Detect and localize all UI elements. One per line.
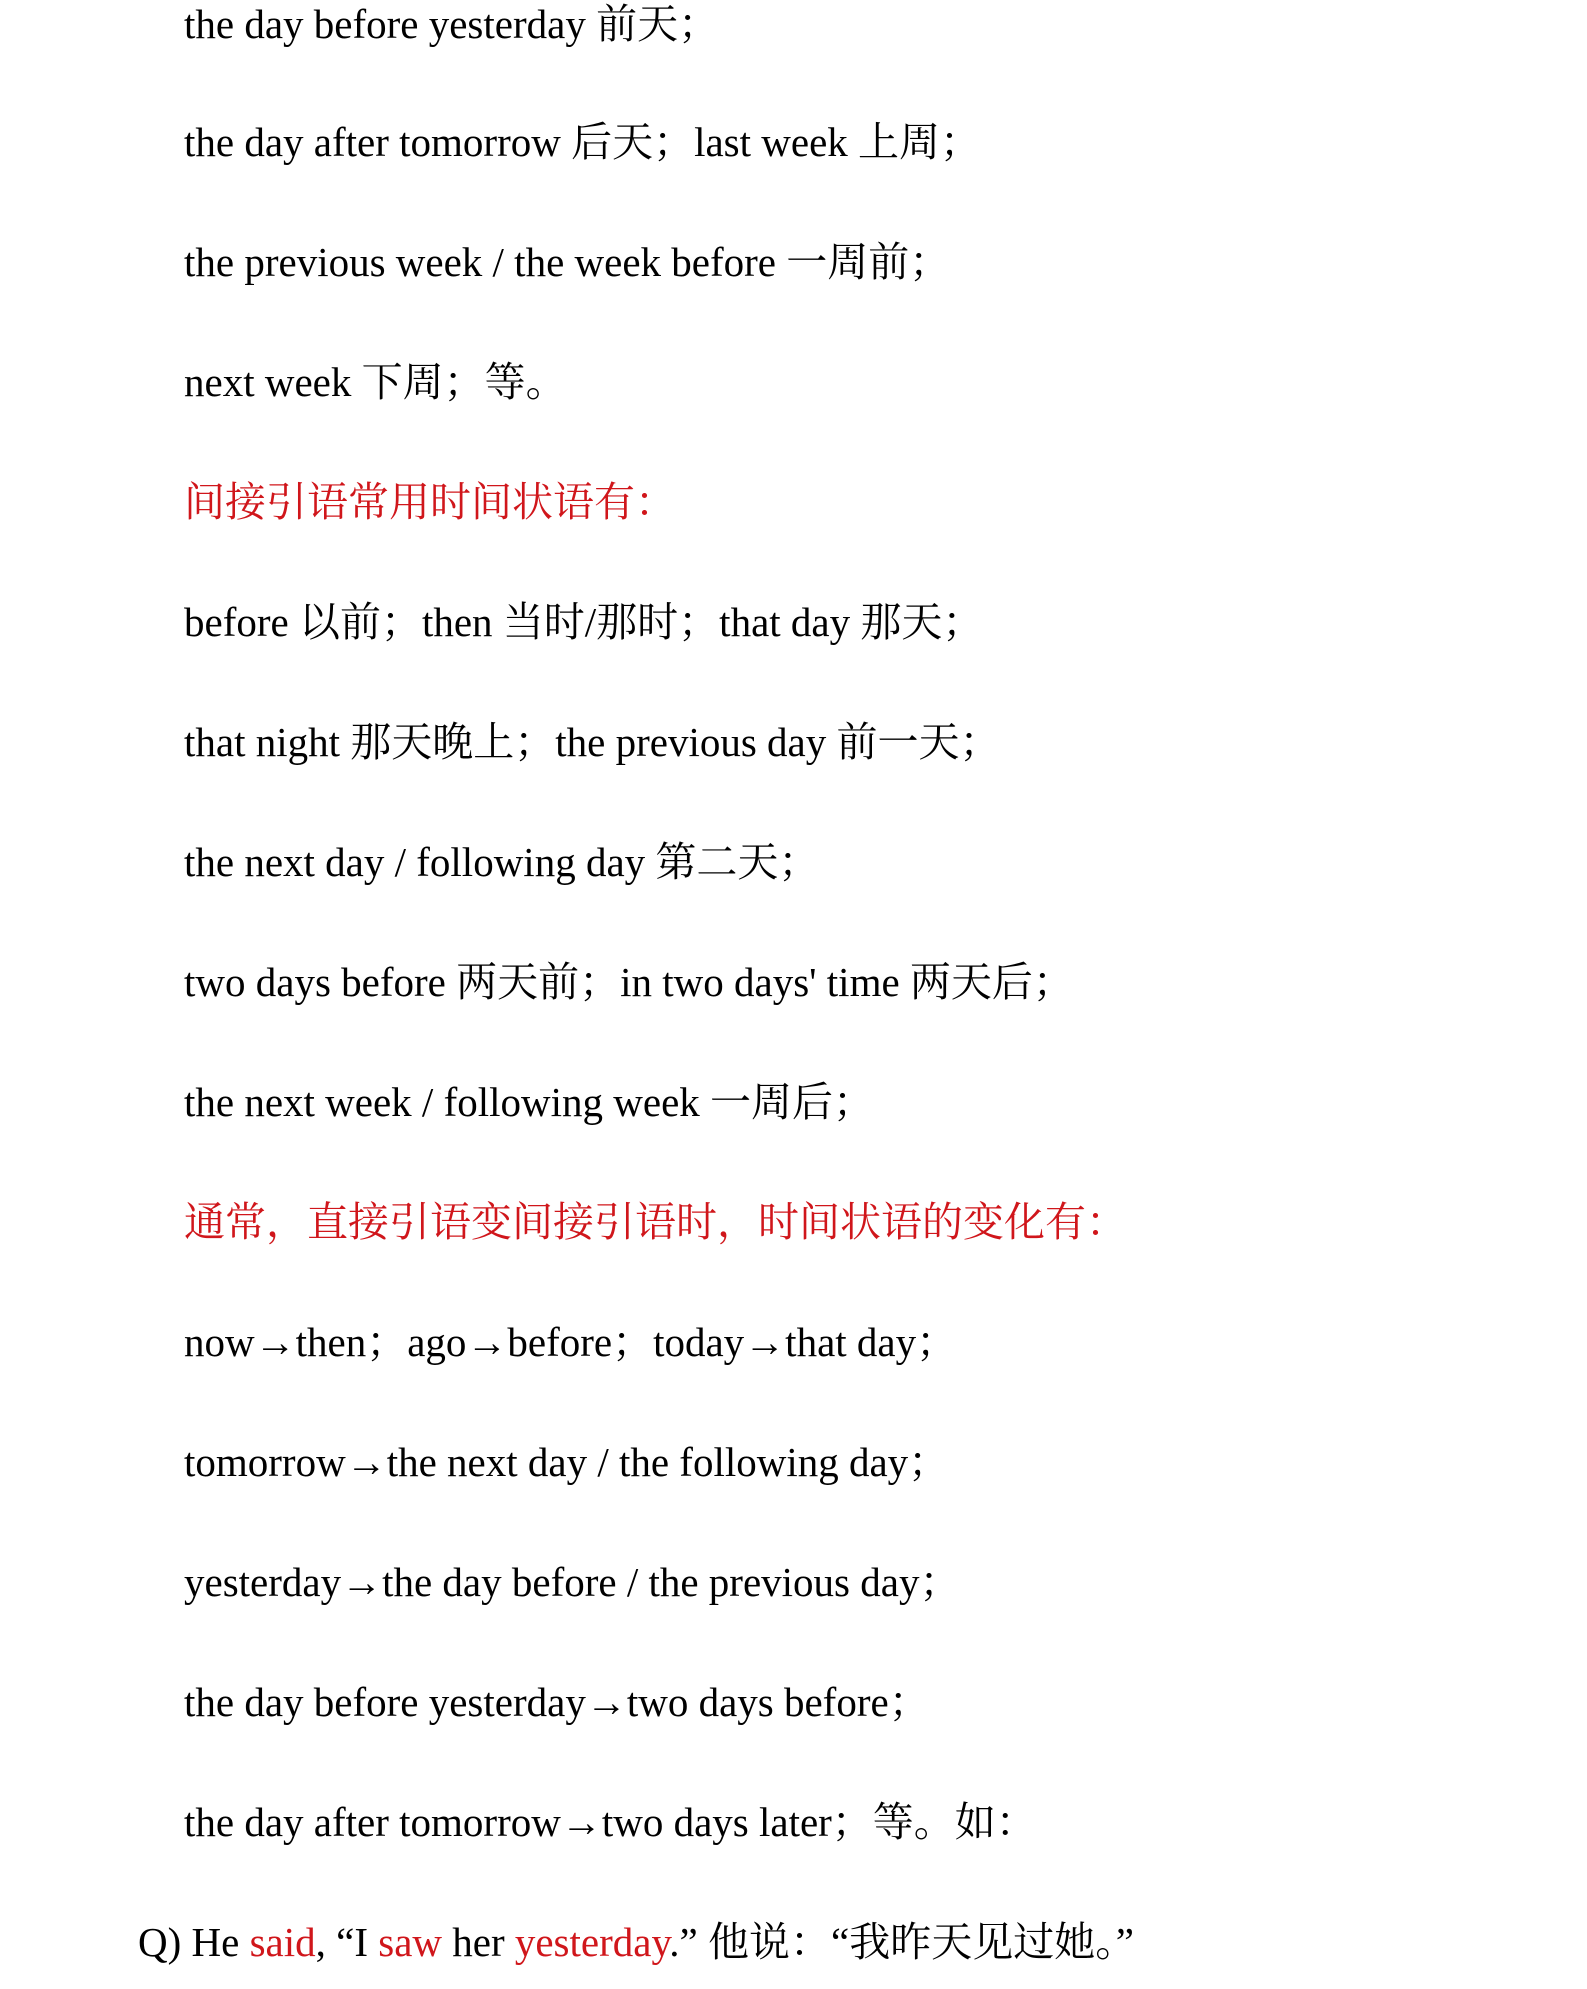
highlight-said: said bbox=[249, 1919, 316, 1965]
text-line: that night 那天晚上；the previous day 前一天； bbox=[184, 719, 1001, 765]
example-sentence bbox=[138, 1918, 1134, 1966]
text-line: now→then；ago→before；today→that day； bbox=[184, 1319, 958, 1365]
section-heading: 间接引语常用时间状语有： bbox=[184, 479, 676, 525]
example-text: her bbox=[442, 1919, 515, 1965]
text-line: the day after tomorrow 后天；last week 上周； bbox=[184, 119, 982, 165]
text-line: the day before yesterday→two days before； bbox=[184, 1679, 930, 1725]
text-line: two days before 两天前；in two days' time 两天后； bbox=[184, 959, 1074, 1005]
example-prefix: Q) He bbox=[138, 1919, 250, 1965]
text-line: before 以前；then 当时/那时；that day 那天； bbox=[184, 599, 984, 645]
text-line: next week 下周；等。 bbox=[184, 359, 567, 405]
text-line: the day after tomorrow→two days later；等。如： bbox=[184, 1799, 1037, 1845]
text-line: the next day / following day 第二天； bbox=[184, 839, 820, 885]
text-line: the previous week / the week before 一周前； bbox=[184, 239, 951, 285]
text-line: the next week / following week 一周后； bbox=[184, 1079, 875, 1125]
text-line: the day before yesterday 前天； bbox=[184, 1, 720, 47]
highlight-saw: saw bbox=[378, 1919, 442, 1965]
example-suffix: .” 他说：“我昨天见过她。” bbox=[669, 1919, 1134, 1965]
section-heading: 通常，直接引语变间接引语时，时间状语的变化有： bbox=[184, 1199, 1127, 1245]
highlight-yesterday: yesterday bbox=[514, 1919, 670, 1965]
text-line: yesterday→the day before / the previous day； bbox=[184, 1559, 961, 1605]
example-text: , “I bbox=[315, 1919, 379, 1965]
text-line: tomorrow→the next day / the following day； bbox=[184, 1439, 950, 1485]
